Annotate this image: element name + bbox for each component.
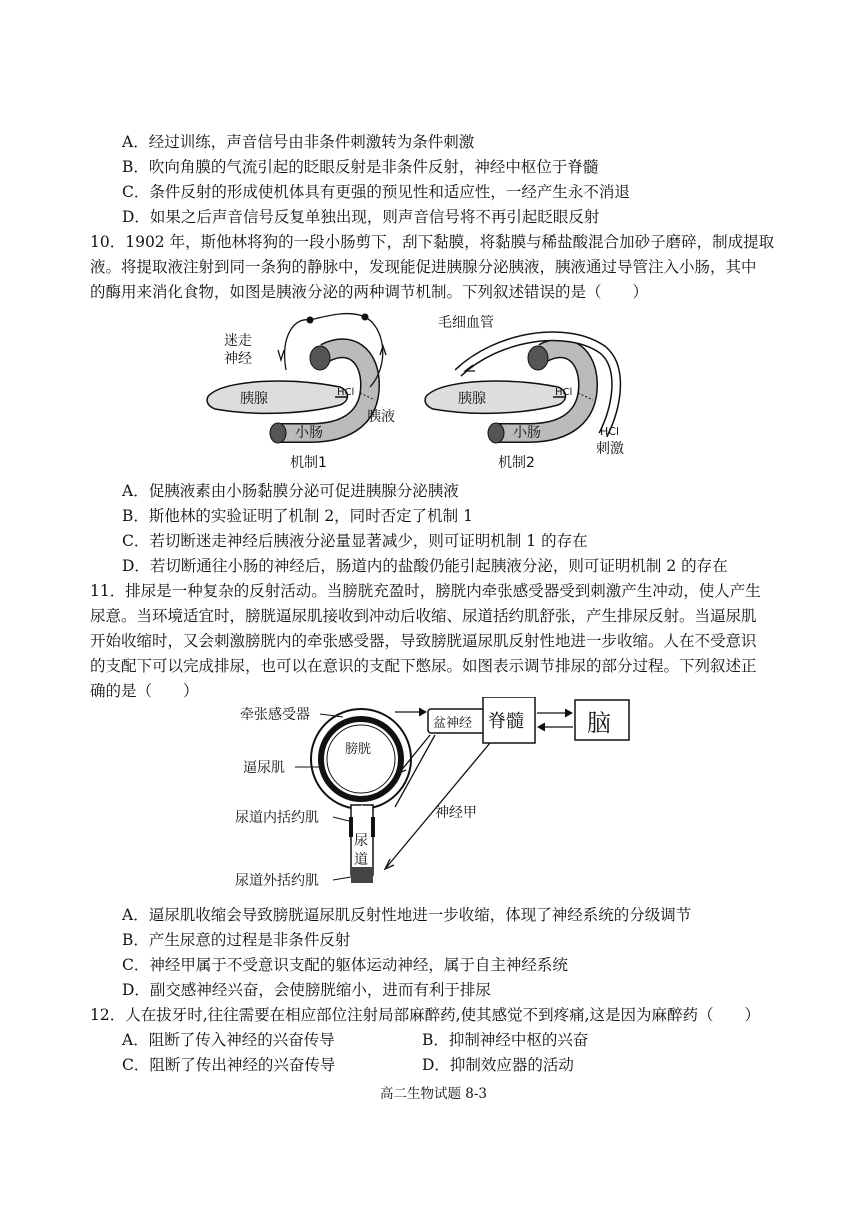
stim-label: 刺激 xyxy=(596,441,624,457)
mechanism-2-label: 机制2 xyxy=(498,455,535,471)
q11-figure-urination-reflex xyxy=(225,697,635,892)
mechanism-2-diagram xyxy=(425,315,624,471)
outer-sphincter-label: 尿道外括约肌 xyxy=(235,873,319,889)
q11-stem-line-4: 的支配下可以完成排尿，也可以在意识的支配下憋尿。如图表示调节排尿的部分过程。下列叙述正 xyxy=(90,657,757,675)
q10-option-b: B．斯他林的实验证明了机制 2，同时否定了机制 1 xyxy=(122,507,473,525)
hcl-stim-label: HCl xyxy=(600,425,620,438)
q12-option-b: B．抑制神经中枢的兴奋 xyxy=(422,1031,589,1049)
capillary-label: 毛细血管 xyxy=(438,315,494,331)
vagus-label: 迷走 xyxy=(224,333,252,349)
mechanism-1-label: 机制1 xyxy=(290,455,327,471)
q10-option-a: A．促胰液素由小肠黏膜分泌可促进胰腺分泌胰液 xyxy=(122,482,459,500)
receptor-label: 牵张感受器 xyxy=(240,707,310,723)
q11-stem-line-5: 确的是（ ） xyxy=(90,682,199,700)
hcl-label-1: HCl xyxy=(337,387,355,398)
q10-stem-line-2: 液。将提取液注射到同一条狗的静脉中，发现能促进胰腺分泌胰液，胰液通过导管注入小肠，其中 xyxy=(90,258,757,276)
q11-stem-line-2: 尿意。当环境适宜时，膀胱逼尿肌接收到冲动后收缩、尿道括约肌舒张，产生排尿反射。当逼尿肌 xyxy=(90,607,757,625)
mechanism-1-diagram xyxy=(207,314,395,472)
pancreas-label-2: 胰腺 xyxy=(458,391,486,407)
q9-option-a: A．经过训练，声音信号由非条件刺激转为条件刺激 xyxy=(122,133,475,151)
pelvic-nerve-label: 盆神经 xyxy=(433,716,473,731)
q11-option-a: A．逼尿肌收缩会导致膀胱逼尿肌反射性地进一步收缩，体现了神经系统的分级调节 xyxy=(122,906,692,924)
q10-stem-line-3: 的酶用来消化食物，如图是胰液分泌的两种调节机制。下列叙述错误的是（ ） xyxy=(90,283,649,301)
q12-stem: 12．人在拔牙时,往往需要在相应部位注射局部麻醉药,使其感觉不到疼痛,这是因为麻醉药（ ） xyxy=(90,1006,761,1024)
q11-option-c: C．神经甲属于不受意识支配的躯体运动神经，属于自主神经系统 xyxy=(122,956,568,974)
q12-option-a: A．阻断了传入神经的兴奋传导 xyxy=(122,1031,335,1049)
q11-stem-line-3: 开始收缩时，又会刺激膀胱内的牵张感受器，导致膀胱逼尿肌反射性地进一步收缩。人在不受意识 xyxy=(90,632,757,650)
urethra-label-2: 道 xyxy=(354,852,368,868)
bladder-diagram xyxy=(311,709,411,883)
spinal-cord-label: 脊髓 xyxy=(488,711,524,732)
juice-label: 胰液 xyxy=(367,409,395,425)
intestine-label-1: 小肠 xyxy=(295,425,323,441)
q10-stem-line-1: 10．1902 年，斯他林将狗的一段小肠剪下，刮下黏膜，将黏膜与稀盐酸混合加砂子磨碎，制成提取 xyxy=(90,233,775,251)
q12-option-c: C．阻断了传出神经的兴奋传导 xyxy=(122,1056,336,1074)
intestine-label-2: 小肠 xyxy=(513,425,541,441)
q11-stem-line-1: 11．排尿是一种复杂的反射活动。当膀胱充盈时，膀胱内牵张感受器受到刺激产生冲动，使人产生 xyxy=(90,582,761,600)
q12-option-d: D．抑制效应器的活动 xyxy=(422,1056,574,1074)
hcl-label-2: HCl xyxy=(555,387,573,398)
q10-figure-pancreas-mechanisms xyxy=(200,305,640,475)
bladder-label: 膀胱 xyxy=(345,742,372,757)
q9-option-c: C．条件反射的形成使机体具有更强的预见性和适应性，一经产生永不消退 xyxy=(122,183,630,201)
brain-label: 脑 xyxy=(587,709,611,737)
q9-option-b: B．吹向角膜的气流引起的眨眼反射是非条件反射，神经中枢位于脊髓 xyxy=(122,158,599,176)
page-footer: 高二生物试题 8-3 xyxy=(379,1086,488,1102)
q11-option-b: B．产生尿意的过程是非条件反射 xyxy=(122,931,351,949)
nerve-a-label: 神经甲 xyxy=(435,805,477,821)
q10-option-c: C．若切断迷走神经后胰液分泌量显著减少，则可证明机制 1 的存在 xyxy=(122,532,588,550)
detrusor-label: 逼尿肌 xyxy=(243,760,285,776)
pancreas-label-1: 胰腺 xyxy=(240,391,268,407)
q9-option-d: D．如果之后声音信号反复单独出现，则声音信号将不再引起眨眼反射 xyxy=(122,208,600,226)
urethra-label-1: 尿 xyxy=(354,833,368,849)
q10-option-d: D．若切断通往小肠的神经后，肠道内的盐酸仍能引起胰液分泌，则可证明机制 2 的存在 xyxy=(122,557,728,575)
q11-option-d: D．副交感神经兴奋，会使膀胱缩小，进而有利于排尿 xyxy=(122,981,491,999)
nerve-label: 神经 xyxy=(224,351,252,367)
inner-sphincter-label: 尿道内括约肌 xyxy=(235,810,319,826)
